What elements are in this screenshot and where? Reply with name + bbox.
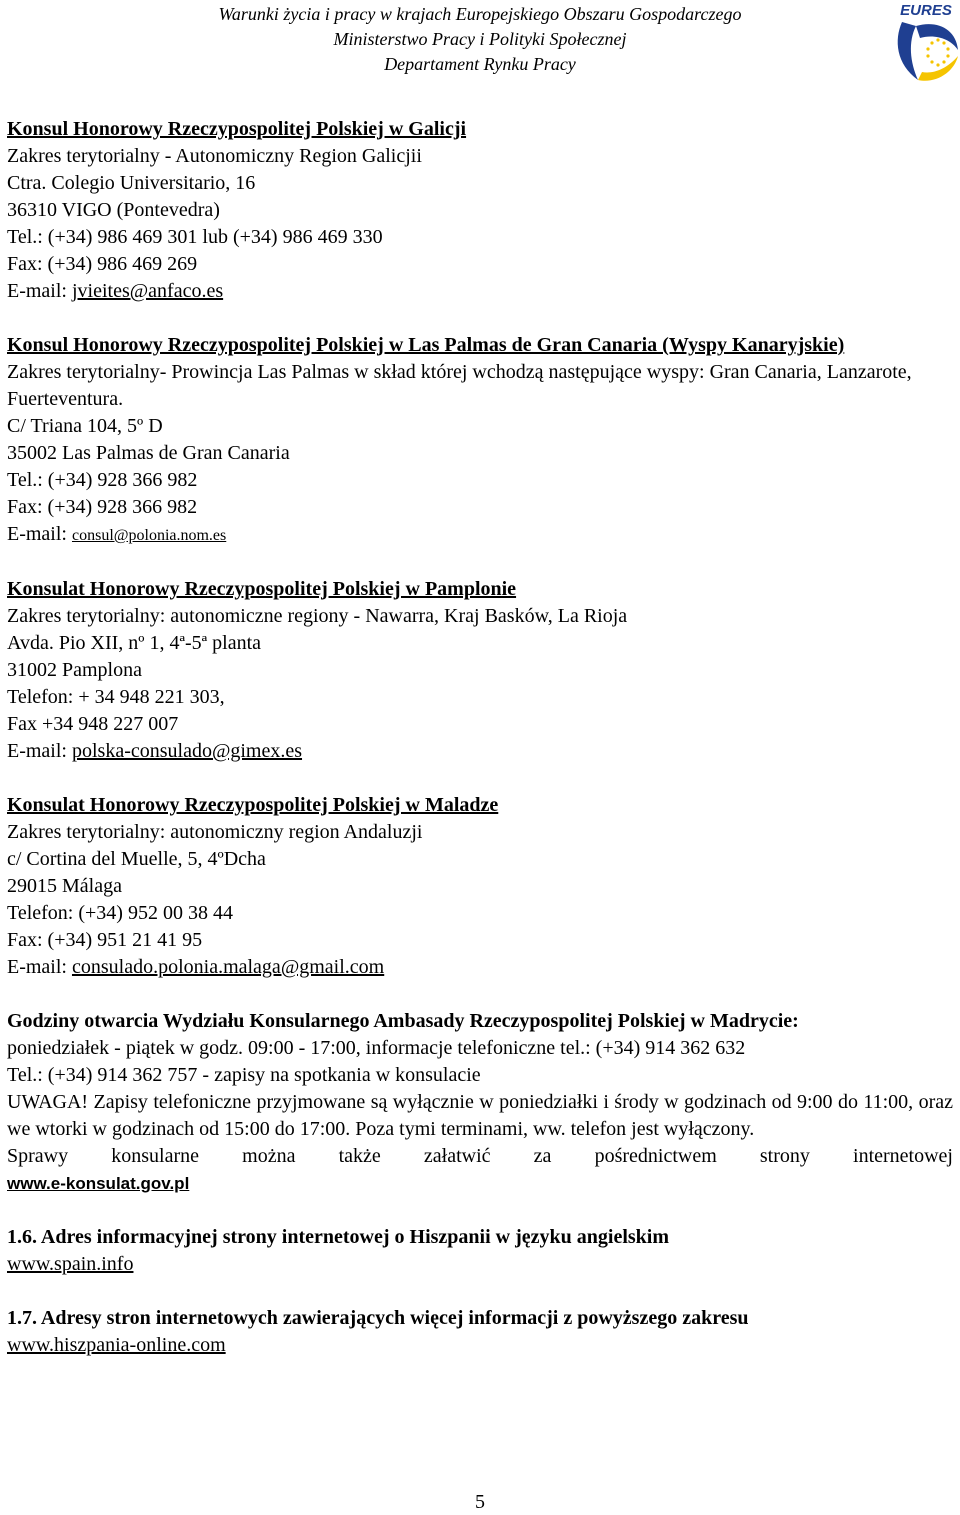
email-line (7, 278, 953, 305)
e-konsulat-link[interactable]: www.e-konsulat.gov.pl (7, 1174, 190, 1193)
section-title: Konsul Honorowy Rzeczypospolitej Polskiej w Las Palmas de Gran Canaria (Wyspy Kanaryjskie) (7, 334, 845, 356)
eures-logo-icon (888, 0, 960, 84)
page-number: 5 (475, 1491, 485, 1513)
address-line: c/ Cortina del Muelle, 5, 4ºDcha (7, 848, 266, 870)
email-line (7, 954, 953, 981)
email-link[interactable]: polska-consulado@gimex.es (71, 740, 303, 762)
section-title: 1.7. Adresy stron internetowych zawierających więcej informacji z powyższego zakresu (7, 1307, 749, 1329)
link-line (7, 1251, 953, 1278)
email-link[interactable]: consulado.polonia.malaga@gmail.com (71, 956, 385, 978)
phone-line: Telefon: + 34 948 221 303, (7, 686, 225, 708)
consulate-malaga (7, 792, 953, 981)
link-line (7, 1332, 953, 1359)
email-link[interactable]: consul@polonia.nom.es (71, 527, 227, 544)
document-body (7, 116, 953, 1359)
section-title: Godziny otwarcia Wydziału Konsularnego Ambasady Rzeczypospolitej Polskiej w Madrycie: (7, 1010, 799, 1032)
consul-las-palmas (7, 332, 953, 549)
address-line: C/ Triana 104, 5º D (7, 415, 163, 437)
territory-text: Zakres terytorialny: autonomiczne regiony - Nawarra, Kraj Basków, La Rioja (7, 605, 628, 627)
fax-line: Fax: (+34) 951 21 41 95 (7, 929, 203, 951)
online-services-text: Sprawy konsularne można także załatwić za pośrednictwem strony internetowej (7, 1145, 953, 1167)
hours-line: poniedziałek - piątek w godz. 09:00 - 17:00, informacje telefoniczne tel.: (+34) 914 362 632 (7, 1037, 746, 1059)
email-label: E-mail: (7, 956, 72, 978)
section-title: Konsulat Honorowy Rzeczypospolitej Polskiej w Maladze (7, 794, 499, 816)
section-1-7 (7, 1305, 953, 1359)
opening-hours (7, 1008, 953, 1197)
email-label: E-mail: (7, 740, 72, 762)
fax-line: Fax +34 948 227 007 (7, 713, 179, 735)
eures-logo (888, 0, 960, 84)
email-line (7, 738, 953, 765)
phone-line: Telefon: (+34) 952 00 38 44 (7, 902, 233, 924)
phone-line: Tel.: (+34) 928 366 982 (7, 469, 198, 491)
header-ministry: Ministerstwo Pracy i Polityki Społecznej (333, 29, 627, 49)
running-header (150, 2, 810, 77)
fax-line: Fax: (+34) 928 366 982 (7, 496, 198, 518)
header-department: Departament Rynku Pracy (384, 54, 576, 74)
address-line: Avda. Pio XII, nº 1, 4ª-5ª planta (7, 632, 262, 654)
email-label: E-mail: (7, 280, 72, 302)
consul-galicja (7, 116, 953, 305)
section-title: 1.6. Adres informacyjnej strony internetowej o Hiszpanii w języku angielskim (7, 1226, 670, 1248)
notice-text: UWAGA! Zapisy telefoniczne przyjmowane są wyłącznie w poniedziałki i środy w godzinach od 9:00 do 11:00, oraz we wtorki w godzinach od 15:00 do 17:00. Poza tymi terminami, ww. telefon jest wyłączony. (7, 1091, 953, 1140)
spain-info-link[interactable]: www.spain.info (7, 1253, 134, 1275)
hiszpania-online-link[interactable]: www.hiszpania-online.com (7, 1334, 226, 1356)
territory-text: Zakres terytorialny- Prowincja Las Palmas w skład której wchodzą następujące wyspy: Gran Canaria, Lanzarote, Fuerteventura. (7, 361, 912, 410)
email-label: E-mail: (7, 523, 72, 545)
email-line (7, 521, 953, 549)
address-city: 31002 Pamplona (7, 659, 142, 681)
address-city: 29015 Málaga (7, 875, 122, 897)
section-1-6 (7, 1224, 953, 1278)
consulate-pamplona (7, 576, 953, 765)
phone-line: Tel.: (+34) 986 469 301 lub (+34) 986 469 330 (7, 226, 383, 248)
email-link[interactable]: jvieites@anfaco.es (71, 280, 224, 302)
section-title: Konsul Honorowy Rzeczypospolitej Polskiej w Galicji (7, 118, 467, 140)
address-line: Ctra. Colegio Universitario, 16 (7, 172, 256, 194)
address-city: 36310 VIGO (Pontevedra) (7, 199, 220, 221)
section-title: Konsulat Honorowy Rzeczypospolitej Polskiej w Pamplonie (7, 578, 517, 600)
fax-line: Fax: (+34) 986 469 269 (7, 253, 198, 275)
address-city: 35002 Las Palmas de Gran Canaria (7, 442, 290, 464)
eures-logo-text: EURES (900, 2, 952, 19)
territory-text: Zakres terytorialny - Autonomiczny Region Galicjii (7, 145, 422, 167)
territory-text: Zakres terytorialny: autonomiczny region Andaluzji (7, 821, 423, 843)
online-services-line (7, 1170, 953, 1197)
appointment-phone: Tel.: (+34) 914 362 757 - zapisy na spotkania w konsulacie (7, 1064, 481, 1086)
header-title: Warunki życia i pracy w krajach Europejskiego Obszaru Gospodarczego (218, 4, 742, 24)
